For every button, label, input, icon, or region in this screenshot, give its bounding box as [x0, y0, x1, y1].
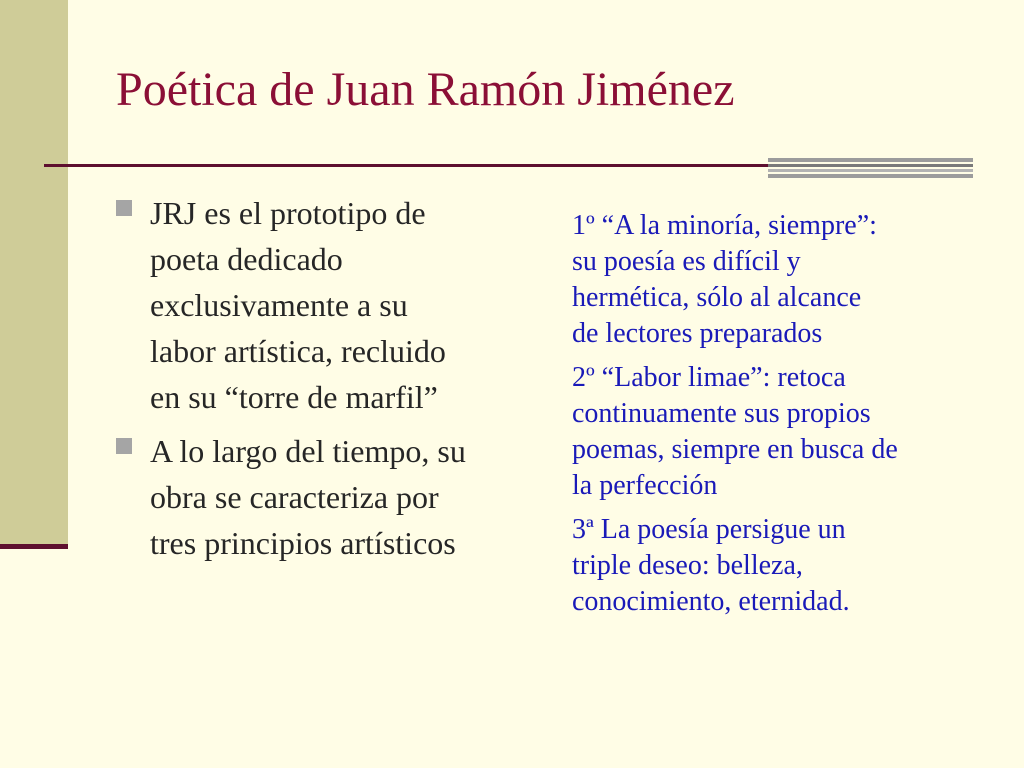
bullet-text: A lo largo del tiempo, su obra se caracteriza por tres principios artísticos — [150, 433, 466, 561]
bullet-item — [116, 428, 546, 566]
decorative-stripe — [768, 158, 973, 162]
decorative-stripe — [768, 169, 973, 172]
decorative-stripe — [768, 174, 973, 178]
principles-block — [572, 208, 1002, 628]
square-bullet-icon — [116, 200, 132, 216]
bullet-list — [116, 190, 546, 574]
bullet-item — [116, 190, 546, 420]
decorative-stripe — [768, 164, 973, 167]
principle-item: 2º “Labor limae”: retoca continuamente sus propios poemas, siempre en busca de la perfección — [572, 362, 898, 501]
side-accent-line — [0, 544, 68, 549]
principle-item: 3ª La poesía persigue un triple deseo: belleza, conocimiento, eternidad. — [572, 514, 850, 617]
bullet-text: JRJ es el prototipo de poeta dedicado exclusivamente a su labor artística, recluido en su “torre de marfil” — [150, 195, 446, 415]
slide-title: Poética de Juan Ramón Jiménez — [116, 63, 735, 116]
side-accent-bar — [0, 0, 68, 547]
square-bullet-icon — [116, 438, 132, 454]
principle-item: 1º “A la minoría, siempre”: su poesía es difícil y hermética, sólo al alcance de lectores preparados — [572, 210, 877, 349]
title-divider — [44, 164, 894, 167]
